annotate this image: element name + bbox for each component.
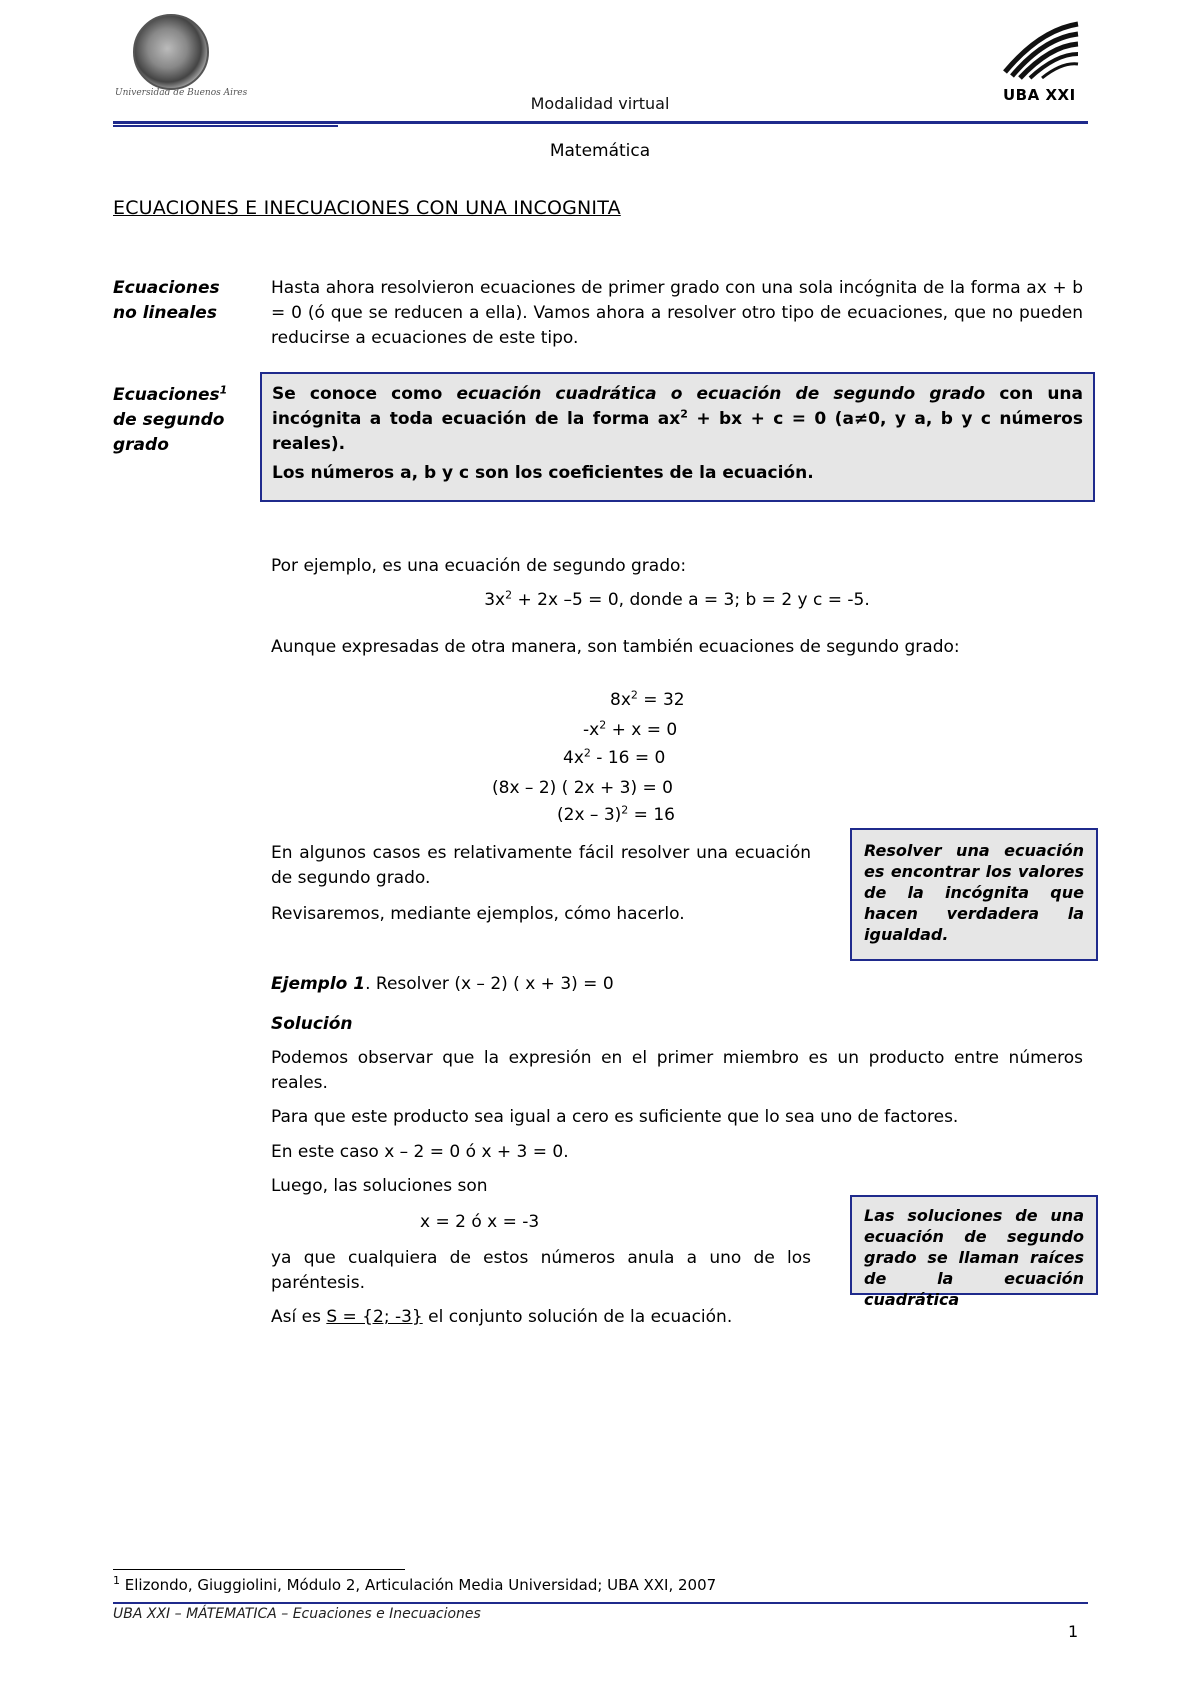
section-label-quadratic: Ecuaciones$^1$ de segundo grado: [113, 383, 228, 455]
solution-paragraph-5: ya que cualquiera de estos números anula a uno de los paréntesis.: [271, 1248, 811, 1293]
subject-title: Matemática: [549, 141, 651, 161]
equation-4: (8x – 2) ( 2x + 3) = 0: [492, 778, 673, 798]
section-label-nonlinear: Ecuaciones no lineales: [113, 278, 220, 323]
solution-set-paragraph: Así es S = {2; -3} el conjunto solución de la ecuación.: [271, 1307, 733, 1327]
footer-course-label: UBA XXI – MÁTEMATICA – Ecuaciones e Inecuaciones: [113, 1606, 481, 1622]
note-box-solve: Resolver una ecuación es encontrar los valores de la incógnita que hacen verdadera la igualdad.: [850, 828, 1098, 961]
solution-paragraph-1: Podemos observar que la expresión en el primer miembro es un producto entre números reales.: [271, 1048, 1083, 1093]
equation-3: $4x^2 - 16 = 0$: [563, 746, 666, 768]
modality-label: Modalidad virtual: [530, 94, 670, 113]
footnote-divider: [113, 1569, 405, 1570]
document-title: ECUACIONES E INECUACIONES CON UNA INCOGNITA: [113, 197, 621, 219]
uba-xxi-logo-icon: [1000, 20, 1080, 80]
footer-divider: [113, 1602, 1088, 1604]
footnote: $^1$ Elizondo, Giuggiolini, Módulo 2, Articulación Media Universidad; UBA XXI, 2007: [113, 1574, 717, 1594]
solution-paragraph-3: En este caso x – 2 = 0 ó x + 3 = 0.: [271, 1142, 569, 1162]
example-equation: $3x^2 + 2x$ –5 = 0, donde a = 3; b = 2 y c = -5.: [484, 588, 870, 610]
solution-paragraph-4: Luego, las soluciones son: [271, 1176, 488, 1196]
uba-xxi-label: UBA XXI: [1003, 86, 1076, 104]
solution-label: Solución: [271, 1014, 353, 1034]
header-divider: [113, 121, 1088, 124]
example-intro: Por ejemplo, es una ecuación de segundo grado:: [271, 556, 687, 576]
header-divider-accent: [113, 125, 338, 127]
review-paragraph: Revisaremos, mediante ejemplos, cómo hacerlo.: [271, 904, 685, 924]
solution-paragraph-2: Para que este producto sea igual a cero es suficiente que lo sea uno de factores.: [271, 1107, 959, 1127]
other-forms-intro: Aunque expresadas de otra manera, son también ecuaciones de segundo grado:: [271, 637, 960, 657]
equation-1: $8x^2 = 32$: [610, 688, 685, 710]
university-caption: Universidad de Buenos Aires: [115, 88, 248, 98]
example-1-statement: Ejemplo 1. Resolver (x – 2) ( x + 3) = 0: [271, 974, 614, 994]
coefficients-paragraph: Los números a, b y c son los coeficientes de la ecuación.: [272, 463, 814, 483]
definition-box: [260, 372, 1095, 502]
definition-paragraph: Se conoce como ecuación cuadrática o ecuación de segundo grado con una incógnita a toda ecuación de la forma $ax^2$ + bx + c = 0 (a≠0, y a, b y c números reales).: [272, 384, 1084, 454]
equation-2: $-x^2 + x = 0$: [583, 718, 678, 740]
page-number: 1: [1068, 1622, 1079, 1641]
intro-paragraph: Hasta ahora resolvieron ecuaciones de primer grado con una sola incógnita de la forma ax + b = 0 (ó que se reducen a ella). Vamos ahora a resolver otro tipo de ecuaciones, que no pueden reducirse a ecuaciones de este tipo.: [271, 278, 1083, 348]
equation-5: (2x – 3)$^2$ = 16: [557, 803, 675, 825]
university-seal-logo: [133, 14, 209, 90]
solutions-line: x = 2 ó x = -3: [420, 1212, 540, 1232]
note-box-roots: Las soluciones de una ecuación de segundo grado se llaman raíces de la ecuación cuadrática: [850, 1195, 1098, 1295]
cases-paragraph: En algunos casos es relativamente fácil resolver una ecuación de segundo grado.: [271, 843, 811, 888]
